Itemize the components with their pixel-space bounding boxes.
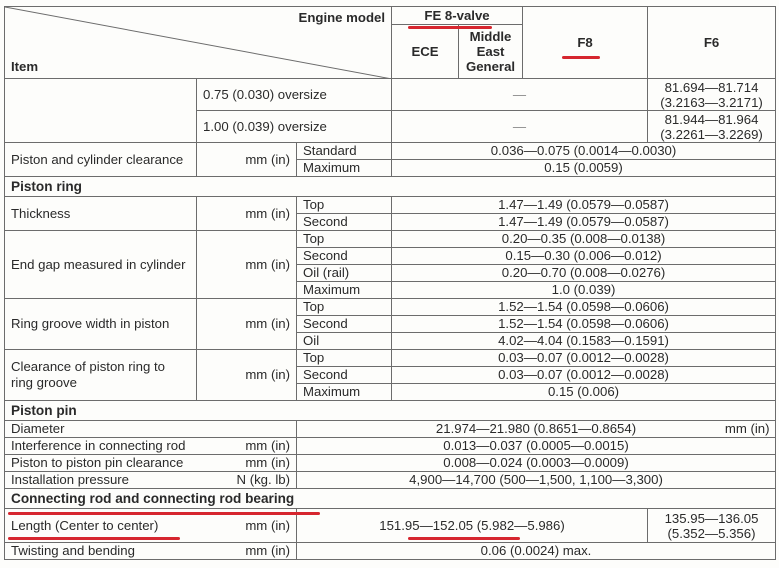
piston-pin-value-interference: 0.013—0.037 (0.0005—0.0015) — [297, 438, 776, 455]
fe-8valve-header: FE 8-valve — [392, 7, 523, 25]
piston-pin-value-installation-pressure: 4,900—14,700 (500—1,500, 1,100—3,300) — [297, 472, 776, 489]
f6-header: F6 — [648, 7, 776, 79]
ring-groove-clearance-value-second: 0.03—0.07 (0.0012—0.0028) — [392, 367, 776, 384]
groove-width-unit: mm (in) — [197, 299, 297, 350]
ring-groove-clearance-sub-maximum: Maximum — [297, 384, 392, 401]
clearance-value-maximum: 0.15 (0.0059) — [392, 160, 776, 177]
thickness-label: Thickness — [5, 197, 197, 231]
piston-pin-section-title: Piston pin — [5, 401, 776, 421]
underline-connecting-rod-title — [8, 512, 320, 515]
header-diagonal-cell — [5, 7, 392, 79]
end-gap-label: End gap measured in cylinder — [5, 231, 197, 299]
groove-width-sub-oil: Oil — [297, 333, 392, 350]
thickness-unit: mm (in) — [197, 197, 297, 231]
oversize-fe-value-0: — — [392, 79, 648, 111]
end-gap-sub-top: Top — [297, 231, 392, 248]
piston-pin-label-installation-pressure: Installation pressure N (kg. lb) — [5, 472, 297, 489]
piston-pin-label-diameter: Diameter mm (in) — [5, 421, 297, 438]
thickness-sub-second: Second — [297, 214, 392, 231]
item-label: Item — [11, 59, 39, 74]
middle-east-general-header: Middle East General — [459, 25, 523, 79]
thickness-value-second: 1.47—1.49 (0.0579—0.0587) — [392, 214, 776, 231]
clearance-label: Piston and cylinder clearance — [5, 143, 197, 177]
thickness-sub-top: Top — [297, 197, 392, 214]
end-gap-value-maximum: 1.0 (0.039) — [392, 282, 776, 299]
ring-groove-clearance-sub-top: Top — [297, 350, 392, 367]
underline-length-label — [8, 537, 180, 540]
clearance-value-standard: 0.036—0.075 (0.0014—0.0030) — [392, 143, 776, 160]
end-gap-sub-maximum: Maximum — [297, 282, 392, 299]
clearance-sub-standard: Standard — [297, 143, 392, 160]
oversize-f6-value-0: 81.694—81.714 (3.2163—3.2171) — [648, 79, 776, 111]
ring-groove-clearance-value-maximum: 0.15 (0.006) — [392, 384, 776, 401]
connecting-rod-section-title: Connecting rod and connecting rod bearing — [5, 489, 776, 509]
piston-pin-value-clearance: 0.008—0.024 (0.0003—0.0009) — [297, 455, 776, 472]
ring-groove-clearance-label: Clearance of piston ring to ring groove — [5, 350, 197, 401]
end-gap-sub-oil-rail: Oil (rail) — [297, 265, 392, 282]
ring-groove-clearance-value-top: 0.03—0.07 (0.0012—0.0028) — [392, 350, 776, 367]
groove-width-label: Ring groove width in piston — [5, 299, 197, 350]
end-gap-unit: mm (in) — [197, 231, 297, 299]
piston-pin-label-interference: Interference in connecting rod mm (in) — [5, 438, 297, 455]
oversize-label-1: 1.00 (0.039) oversize — [197, 111, 392, 143]
end-gap-value-top: 0.20—0.35 (0.008—0.0138) — [392, 231, 776, 248]
connecting-rod-length-value: 151.95—152.05 (5.982—5.986) — [297, 509, 648, 543]
oversize-f6-value-1: 81.944—81.964 (3.2261—3.2269) — [648, 111, 776, 143]
piston-ring-section-title: Piston ring — [5, 177, 776, 197]
end-gap-value-oil-rail: 0.20—0.70 (0.008—0.0276) — [392, 265, 776, 282]
clearance-sub-maximum: Maximum — [297, 160, 392, 177]
oversize-label-0: 0.75 (0.030) oversize — [197, 79, 392, 111]
engine-model-label: Engine model — [298, 10, 386, 25]
connecting-rod-length-label: Length (Center to center) mm (in) — [5, 509, 297, 543]
oversize-blank-cell — [5, 79, 197, 143]
thickness-value-top: 1.47—1.49 (0.0579—0.0587) — [392, 197, 776, 214]
ring-groove-clearance-sub-second: Second — [297, 367, 392, 384]
groove-width-sub-top: Top — [297, 299, 392, 316]
connecting-rod-length-f6-value: 135.95—136.05 (5.352—5.356) — [648, 509, 776, 543]
specifications-table — [4, 6, 776, 560]
oversize-fe-value-1: — — [392, 111, 648, 143]
f8-header: F8 — [523, 7, 648, 79]
underline-length-value — [408, 537, 520, 540]
ring-groove-clearance-unit: mm (in) — [197, 350, 297, 401]
piston-pin-value-diameter: 21.974—21.980 (0.8651—0.8654) — [297, 421, 776, 438]
end-gap-value-second: 0.15—0.30 (0.006—0.012) — [392, 248, 776, 265]
groove-width-sub-second: Second — [297, 316, 392, 333]
groove-width-value-top: 1.52—1.54 (0.0598—0.0606) — [392, 299, 776, 316]
groove-width-value-second: 1.52—1.54 (0.0598—0.0606) — [392, 316, 776, 333]
twisting-bending-label: Twisting and bending mm (in) — [5, 543, 297, 560]
twisting-bending-value: 0.06 (0.0024) max. — [297, 543, 776, 560]
groove-width-value-oil: 4.02—4.04 (0.1583—0.1591) — [392, 333, 776, 350]
ece-header: ECE — [392, 25, 459, 79]
piston-pin-label-clearance: Piston to piston pin clearance mm (in) — [5, 455, 297, 472]
underline-fe-8valve — [408, 26, 492, 29]
clearance-unit: mm (in) — [197, 143, 297, 177]
end-gap-sub-second: Second — [297, 248, 392, 265]
underline-f8 — [562, 56, 600, 59]
